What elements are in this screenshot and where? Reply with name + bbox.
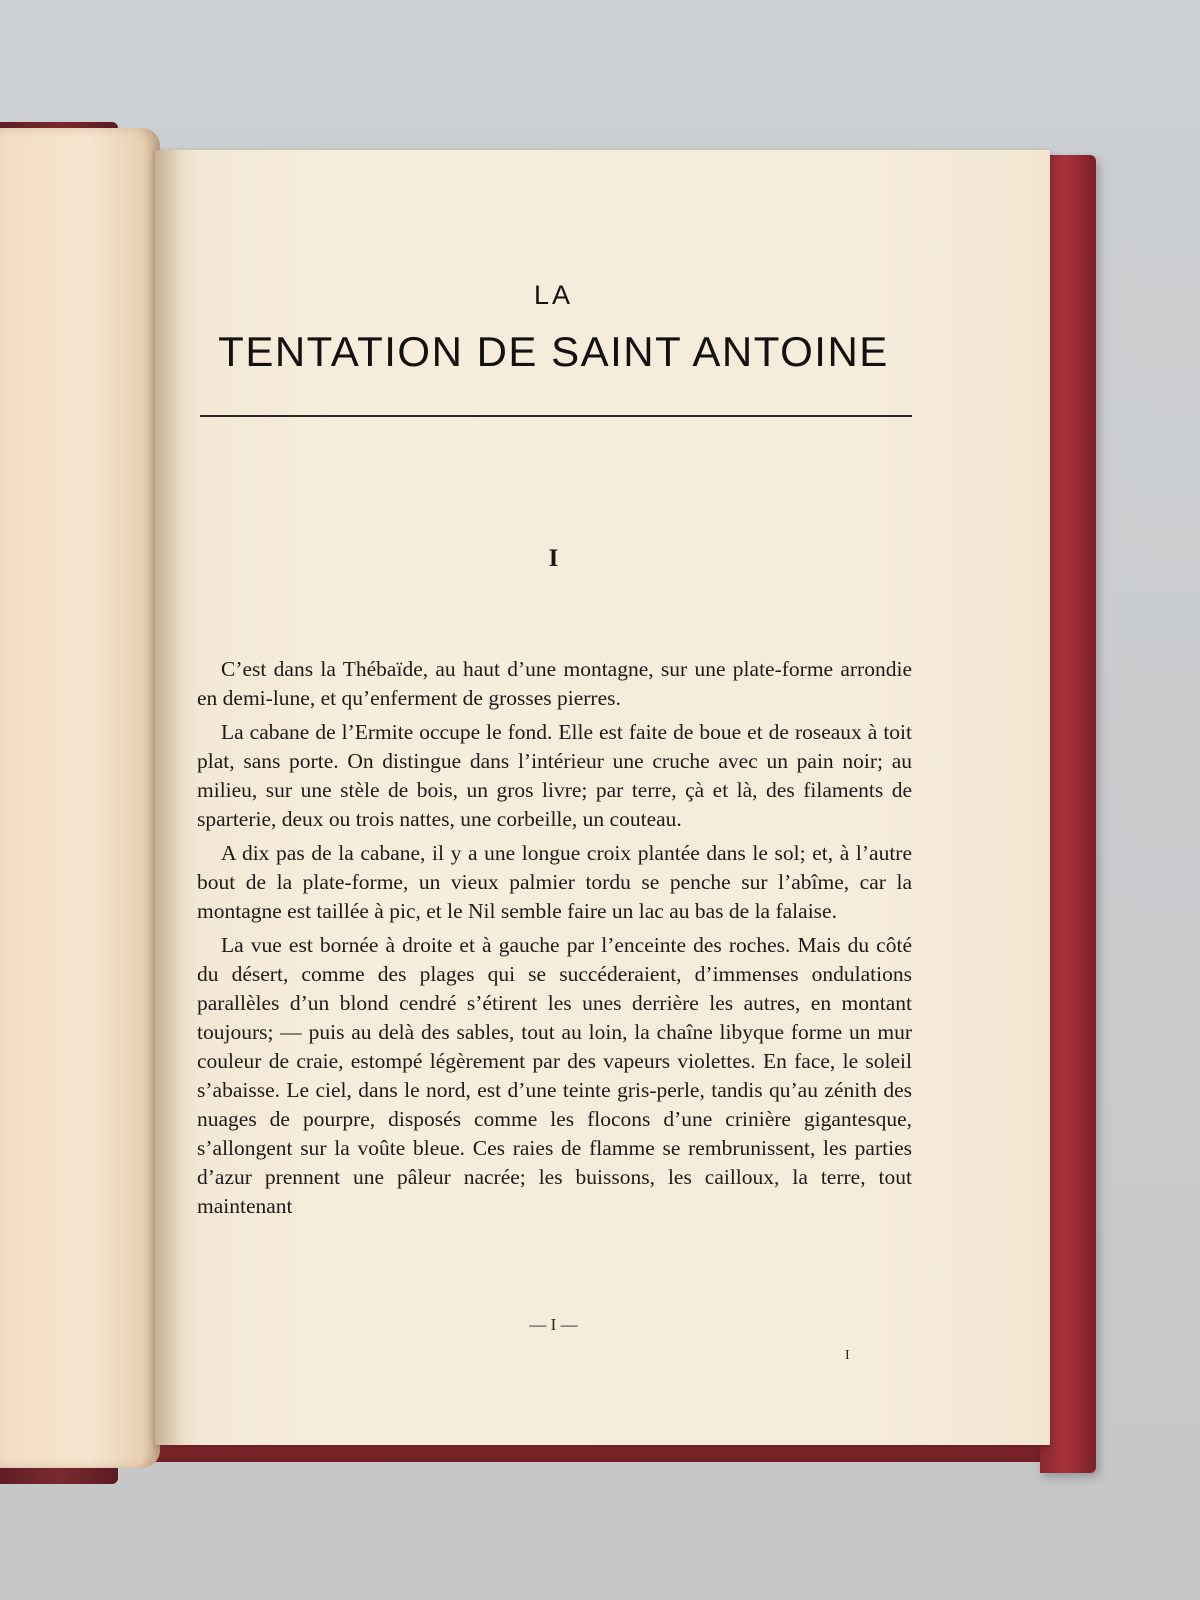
right-page [155, 150, 1050, 1445]
page-number: — I — [529, 1315, 578, 1334]
paragraph: La vue est bornée à droite et à gauche par l’enceinte des roches. Mais du côté du désert, comme des plages qui se succéderaient, d’immenses ondulations parallèles d’un blond cendré s’étirent les unes derrière les autres, en montant toujours; — puis au delà des sables, tout au loin, la chaîne libyque forme un mur couleur de craie, estompé légèrement par des vapeurs violettes. En face, le soleil s’abaisse. Le ciel, dans le nord, est d’une teinte gris-perle, tandis qu’au zénith des nuages de pourpre, disposés comme les flocons d’une crinière gigantesque, s’allongent sur la voûte bleue. Ces raies de flamme se rembrunissent, les parties d’azur prennent une pâleur nacrée; les buissons, les cailloux, la terre, tout maintenant [197, 933, 912, 1218]
paragraph: La cabane de l’Ermite occupe le fond. Elle est faite de boue et de roseaux à toit plat, sans porte. On distingue dans l’intérieur une cruche avec un pain noir; au milieu, sur une stèle de bois, un gros livre; par terre, çà et là, des filaments de sparterie, deux ou trois nattes, une corbeille, un couteau. [197, 720, 912, 831]
body-text [197, 655, 912, 1226]
signature-mark: I [845, 1348, 850, 1363]
paragraph: A dix pas de la cabane, il y a une longue croix plantée dans le sol; et, à l’autre bout de la plate-forme, un vieux palmier tordu se penche sur l’abîme, car la montagne est taillée à pic, et le Nil semble faire un lac au bas de la falaise. [197, 841, 912, 923]
section-numeral: I [548, 545, 559, 572]
chapter-prefix: LA [533, 280, 574, 310]
chapter-title: TENTATION DE SAINT ANTOINE [218, 328, 889, 375]
paragraph: C’est dans la Thébaïde, au haut d’une montagne, sur une plate-forme arrondie en demi-lune, et qu’enferment de grosses pierres. [197, 657, 912, 710]
left-page [0, 128, 160, 1468]
title-rule [200, 415, 912, 417]
